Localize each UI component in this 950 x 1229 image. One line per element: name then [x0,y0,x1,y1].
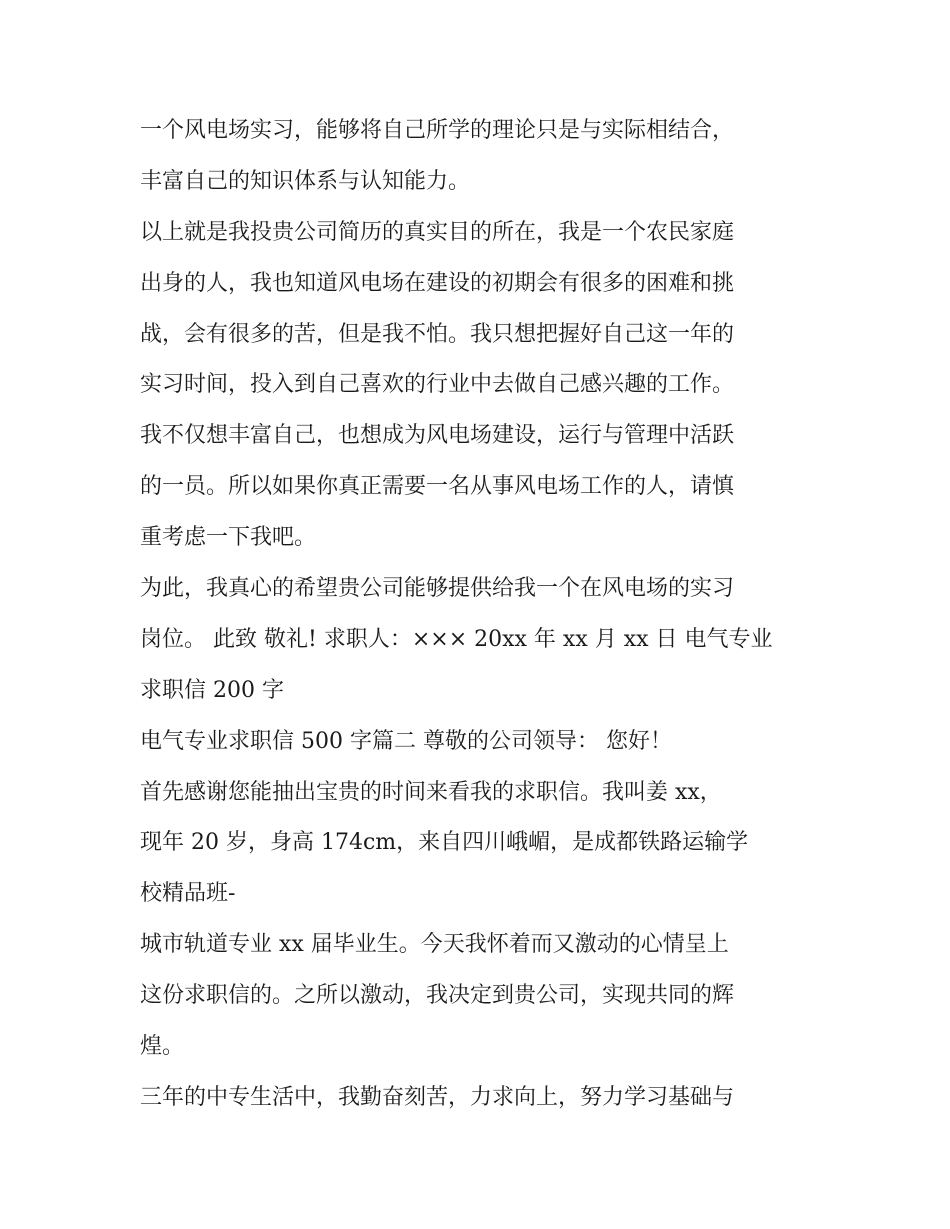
text-line: 一个风电场实习，能够将自己所学的理论只是与实际相结合， [140,118,735,143]
text-line: 校精品班- [140,881,236,907]
text-line: 首先感谢您能抽出宝贵的时间来看我的求职信。我叫姜 xx， [140,779,722,805]
text-line: 战，会有很多的苦，但是我不怕。我只想把握好自己这一年的 [140,321,735,347]
text-line: 这份求职信的。之所以激动，我决定到贵公司，实现共同的辉 [140,983,735,1009]
text-line: 我不仅想丰富自己，也想成为风电场建设，运行与管理中活跃 [140,423,735,449]
text-line: 煌。 [140,1034,185,1060]
text-line: 的一员。所以如果你真正需要一名从事风电场工作的人，请慎 [140,474,735,500]
section-heading-line: 电气专业求职信 500 字篇二 尊敬的公司领导： 您好！ [140,728,672,754]
text-line: 岗位。 此致 敬礼! 求职人：××× 20xx 年 xx 月 xx 日 电气专业 [140,626,773,652]
text-line: 三年的中专生活中，我勤奋刻苦，力求向上，努力学习基础与 [140,1084,735,1110]
text-line: 为此，我真心的希望贵公司能够提供给我一个在风电场的实习 [140,576,735,602]
text-line: 丰富自己的知识体系与认知能力。 [140,168,471,194]
text-line: 求职信 200 字 [140,677,284,703]
text-line: 实习时间，投入到自己喜欢的行业中去做自己感兴趣的工作。 [140,372,735,398]
text-line: 重考虑一下我吧。 [140,525,317,551]
text-line: 以上就是我投贵公司简历的真实目的所在，我是一个农民家庭 [140,219,735,245]
document-body [140,106,820,1124]
text-line: 现年 20 岁，身高 174cm，来自四川峨嵋，是成都铁路运输学 [140,830,749,856]
text-line: 出身的人，我也知道风电场在建设的初期会有很多的困难和挑 [140,270,735,296]
text-line: 城市轨道专业 xx 届毕业生。今天我怀着而又激动的心情呈上 [140,932,729,958]
